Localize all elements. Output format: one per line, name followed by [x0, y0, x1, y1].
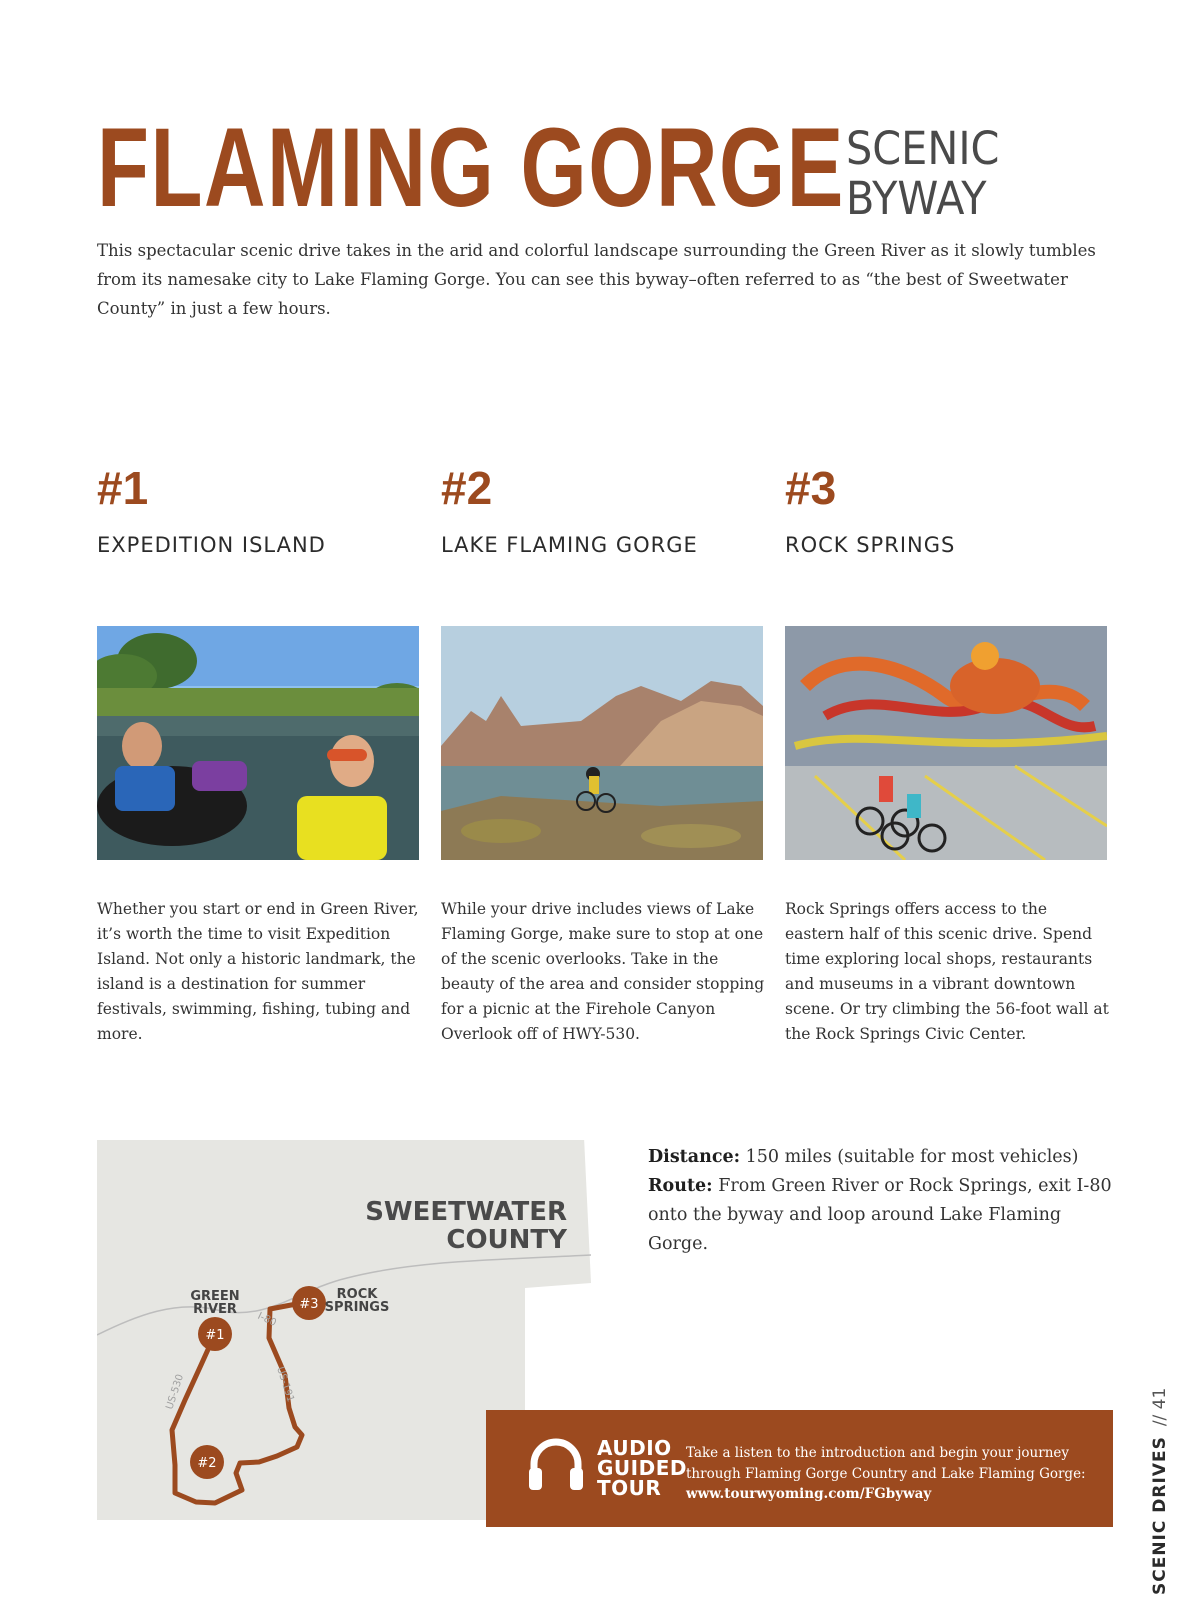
stop-description-1: Whether you start or end in Green River, it’s worth the time to visit Expedition Island. Not only a historic landmark, the island is a destination for summer festivals, swimming, fishing, tubing and more.	[97, 900, 419, 1043]
audio-title	[597, 1438, 687, 1498]
audio-title-line-1: AUDIO	[597, 1436, 672, 1460]
stop-name: LAKE FLAMING GORGE	[441, 533, 698, 557]
audio-tour-box	[486, 1410, 1113, 1527]
subtitle-line-2: BYWAY	[846, 172, 987, 225]
marker-3-label: #3	[299, 1297, 319, 1312]
distance-value: 150 miles (suitable for most vehicles)	[740, 1147, 1079, 1167]
green-river-label-2: RIVER	[193, 1302, 237, 1317]
stop-description-2: While your drive includes views of Lake Flaming Gorge, make sure to stop at one of the scenic overlooks. Take in the beauty of the area and consider stopping for a picnic at the Firehole Canyon Overlook off of HWY-530.	[441, 900, 765, 1043]
stop-number: #1	[97, 462, 149, 514]
headphones-icon	[526, 1434, 586, 1494]
route-label: Route:	[648, 1176, 713, 1196]
road-label-us191: US-191	[274, 1365, 296, 1404]
stop-description-3: Rock Springs offers access to the eastern half of this scenic drive. Spend time exploring local shops, restaurants and museums in a vibrant downtown scene. Or try climbing the 56-foot wall at the Rock Springs Civic Center.	[785, 900, 1109, 1043]
audio-title-line-3: TOUR	[597, 1476, 662, 1500]
page-footer-tab	[1150, 1388, 1170, 1595]
photo-rock-springs	[785, 626, 1107, 860]
green-river-label-1: GREEN	[190, 1289, 240, 1304]
byway-facts	[648, 1143, 1118, 1259]
stop-heading-1	[97, 462, 419, 557]
rock-springs-label-1: ROCK	[336, 1287, 378, 1302]
audio-description	[686, 1443, 1106, 1505]
audio-text-line-2: through Flaming Gorge Country and Lake Flaming Gorge:	[686, 1465, 1086, 1482]
marker-1-label: #1	[205, 1328, 225, 1343]
rock-springs-label-2: SPRINGS	[324, 1300, 390, 1315]
page-title: FLAMING GORGE	[97, 105, 845, 230]
stop-number: #2	[441, 462, 493, 514]
page-subtitle	[846, 124, 999, 224]
stop-name: EXPEDITION ISLAND	[97, 533, 326, 557]
photo-lake-flaming-gorge	[441, 626, 763, 860]
stop-number: #3	[785, 462, 837, 514]
audio-title-line-2: GUIDED	[597, 1456, 687, 1480]
stop-heading-2	[441, 462, 763, 557]
page-number: // 41	[1150, 1387, 1170, 1427]
photo-expedition-island	[97, 626, 419, 860]
stop-name: ROCK SPRINGS	[785, 533, 956, 557]
intro-paragraph: This spectacular scenic drive takes in the arid and colorful landscape surrounding the Green River as it slowly tumbles from its namesake city to Lake Flaming Gorge. You can see this byway–often referred to as “the best of Sweetwater County” in just a few hours.	[97, 241, 1096, 318]
audio-text-line-1: Take a listen to the introduction and begin your journey	[686, 1445, 1070, 1461]
road-label-i80: I-80	[255, 1310, 278, 1329]
section-name: SCENIC DRIVES	[1150, 1436, 1170, 1595]
marker-2-label: #2	[197, 1456, 217, 1471]
distance-label: Distance:	[648, 1147, 741, 1167]
subtitle-line-1: SCENIC	[846, 122, 1000, 175]
county-label-line-1: SWEETWATER	[365, 1197, 567, 1227]
audio-url-link[interactable]: www.tourwyoming.com/FGbyway	[686, 1486, 932, 1502]
road-label-us530: US-530	[164, 1372, 187, 1411]
stop-heading-3	[785, 462, 1107, 557]
county-label-line-2: COUNTY	[446, 1225, 567, 1255]
route-value: From Green River or Rock Springs, exit I-80 onto the byway and loop around Lake Flaming Gorge.	[648, 1176, 1112, 1254]
